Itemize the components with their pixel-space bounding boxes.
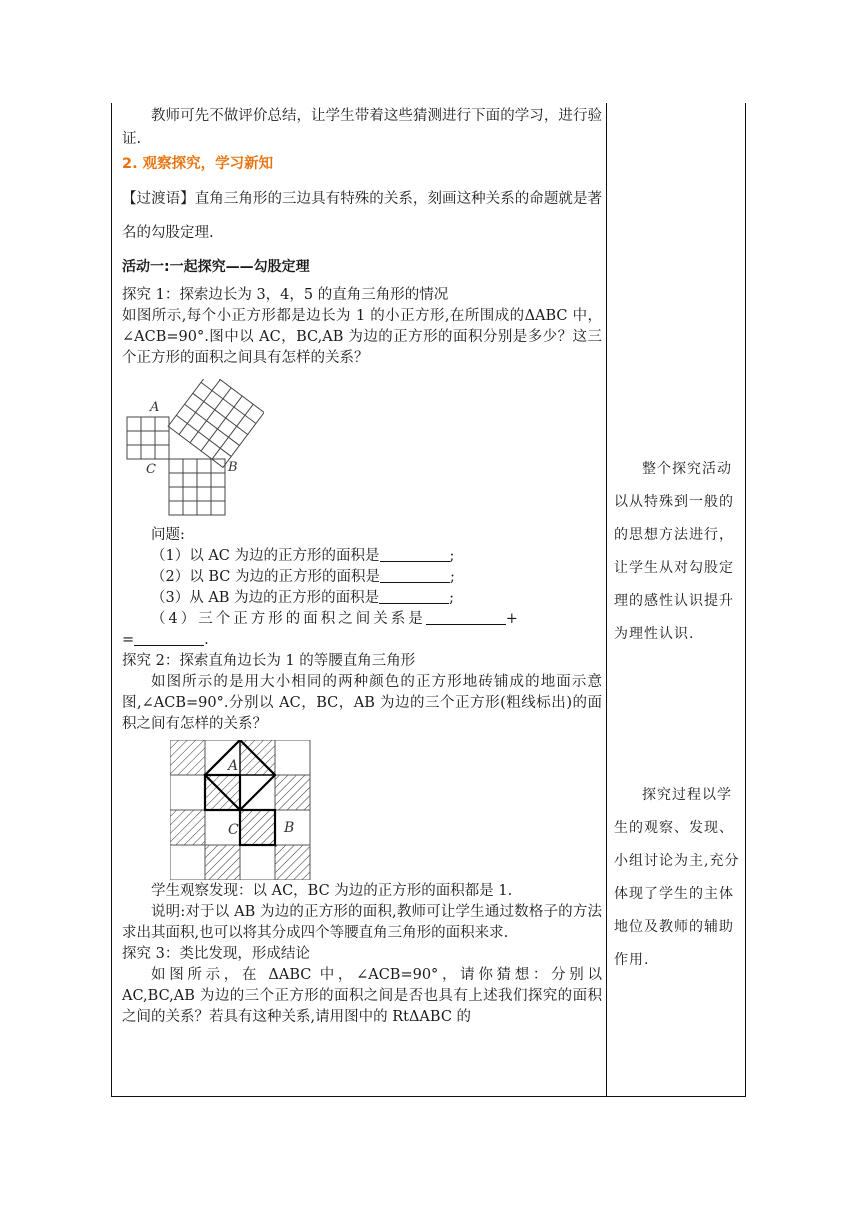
- main-column: [122, 103, 602, 1028]
- answer-blank-2[interactable]: [380, 568, 450, 583]
- answer-blank-4a[interactable]: [426, 610, 506, 625]
- explore-2-title: 探究 2：探索直角边长为 1 的等腰直角三角形: [122, 653, 416, 669]
- question-4-cont: = .: [122, 632, 209, 648]
- section-heading: 2. 观察探究，学习新知: [122, 156, 274, 172]
- question-3: （3）从 AB 为边的正方形的面积是 ;: [151, 590, 454, 606]
- activity-heading: 活动一:一起探究——勾股定理: [122, 259, 310, 275]
- explore-3-title: 探究 3：类比发现，形成结论: [122, 946, 310, 962]
- fig1-label-c: C: [146, 462, 156, 477]
- observe-paragraph: 学生观察发现：以 AC，BC 为边的正方形的面积都是 1.: [151, 883, 513, 899]
- figure-2-tiles: [170, 740, 316, 880]
- answer-blank-4b[interactable]: [134, 631, 204, 646]
- square-bc: [169, 459, 225, 515]
- explain-paragraph: 说明:对于以 AB 为边的正方形的面积,教师可让学生通过数格子的方法求出其面积,也可以将其分成四个等腰直角三角形的面积来求.: [122, 904, 602, 941]
- figure-2-area: [122, 735, 602, 881]
- figure-1-area: [122, 369, 602, 525]
- intro-paragraph: 教师可先不做评价总结，让学生带着这些猜测进行下面的学习，进行验证.: [122, 108, 602, 147]
- question-title: 问题:: [151, 527, 185, 543]
- explore-1-title: 探究 1：探索边长为 3，4，5 的直角三角形的情况: [122, 287, 449, 303]
- column-divider: [606, 103, 607, 1096]
- fig2-label-b: B: [284, 820, 295, 836]
- explore-3-text: 如图所示，在 ΔABC 中，∠ACB=90°，请你猜想：分别以AC,BC,AB 为边的三个正方形的面积之间是否也具有上述我们探究的面积之间的关系？若具有这种关系,请用图中的 RtΔABC 的: [122, 967, 602, 1025]
- fig1-label-b: B: [228, 460, 238, 475]
- side-note-2: 探究过程以学生的观察、发现、小组讨论为主,充分体现了学生的主体地位及教师的辅助作用.: [614, 787, 740, 968]
- fig2-label-a: A: [228, 758, 239, 774]
- question-4: （4）三个正方形的面积之间关系是 +: [151, 611, 521, 627]
- explore-1-text: 如图所示,每个小正方形都是边长为 1 的小正方形,在所围成的ΔABC 中，∠ACB=90°.图中以 AC，BC,AB 为边的正方形的面积分别是多少？这三个正方形的面积之间具有怎样的关系？: [122, 308, 602, 366]
- square-ac: [127, 417, 169, 459]
- fig2-label-c: C: [228, 822, 239, 838]
- explore-2-text: 如图所示的是用大小相同的两种颜色的正方形地砖铺成的地面示意图,∠ACB=90°.分别以 AC，BC，AB 为边的三个正方形(粗线标出)的面积之间有怎样的关系？: [122, 674, 602, 732]
- figure-1-squares: [124, 379, 264, 519]
- answer-blank-1[interactable]: [380, 547, 450, 562]
- lesson-table: [111, 103, 746, 1097]
- question-1: （1）以 AC 为边的正方形的面积是 ;: [151, 548, 455, 564]
- side-note-1: 整个探究活动以从特殊到一般的的思想方法进行，让学生从对勾股定理的感性认识提升为理性认识.: [614, 461, 734, 642]
- transition-paragraph: 【过渡语】直角三角形的三边具有特殊的关系，刻画这种关系的命题就是著名的勾股定理.: [122, 191, 602, 241]
- fig1-label-a: A: [150, 400, 160, 415]
- answer-blank-3[interactable]: [379, 589, 449, 604]
- question-2: （2）以 BC 为边的正方形的面积是 ;: [151, 569, 455, 585]
